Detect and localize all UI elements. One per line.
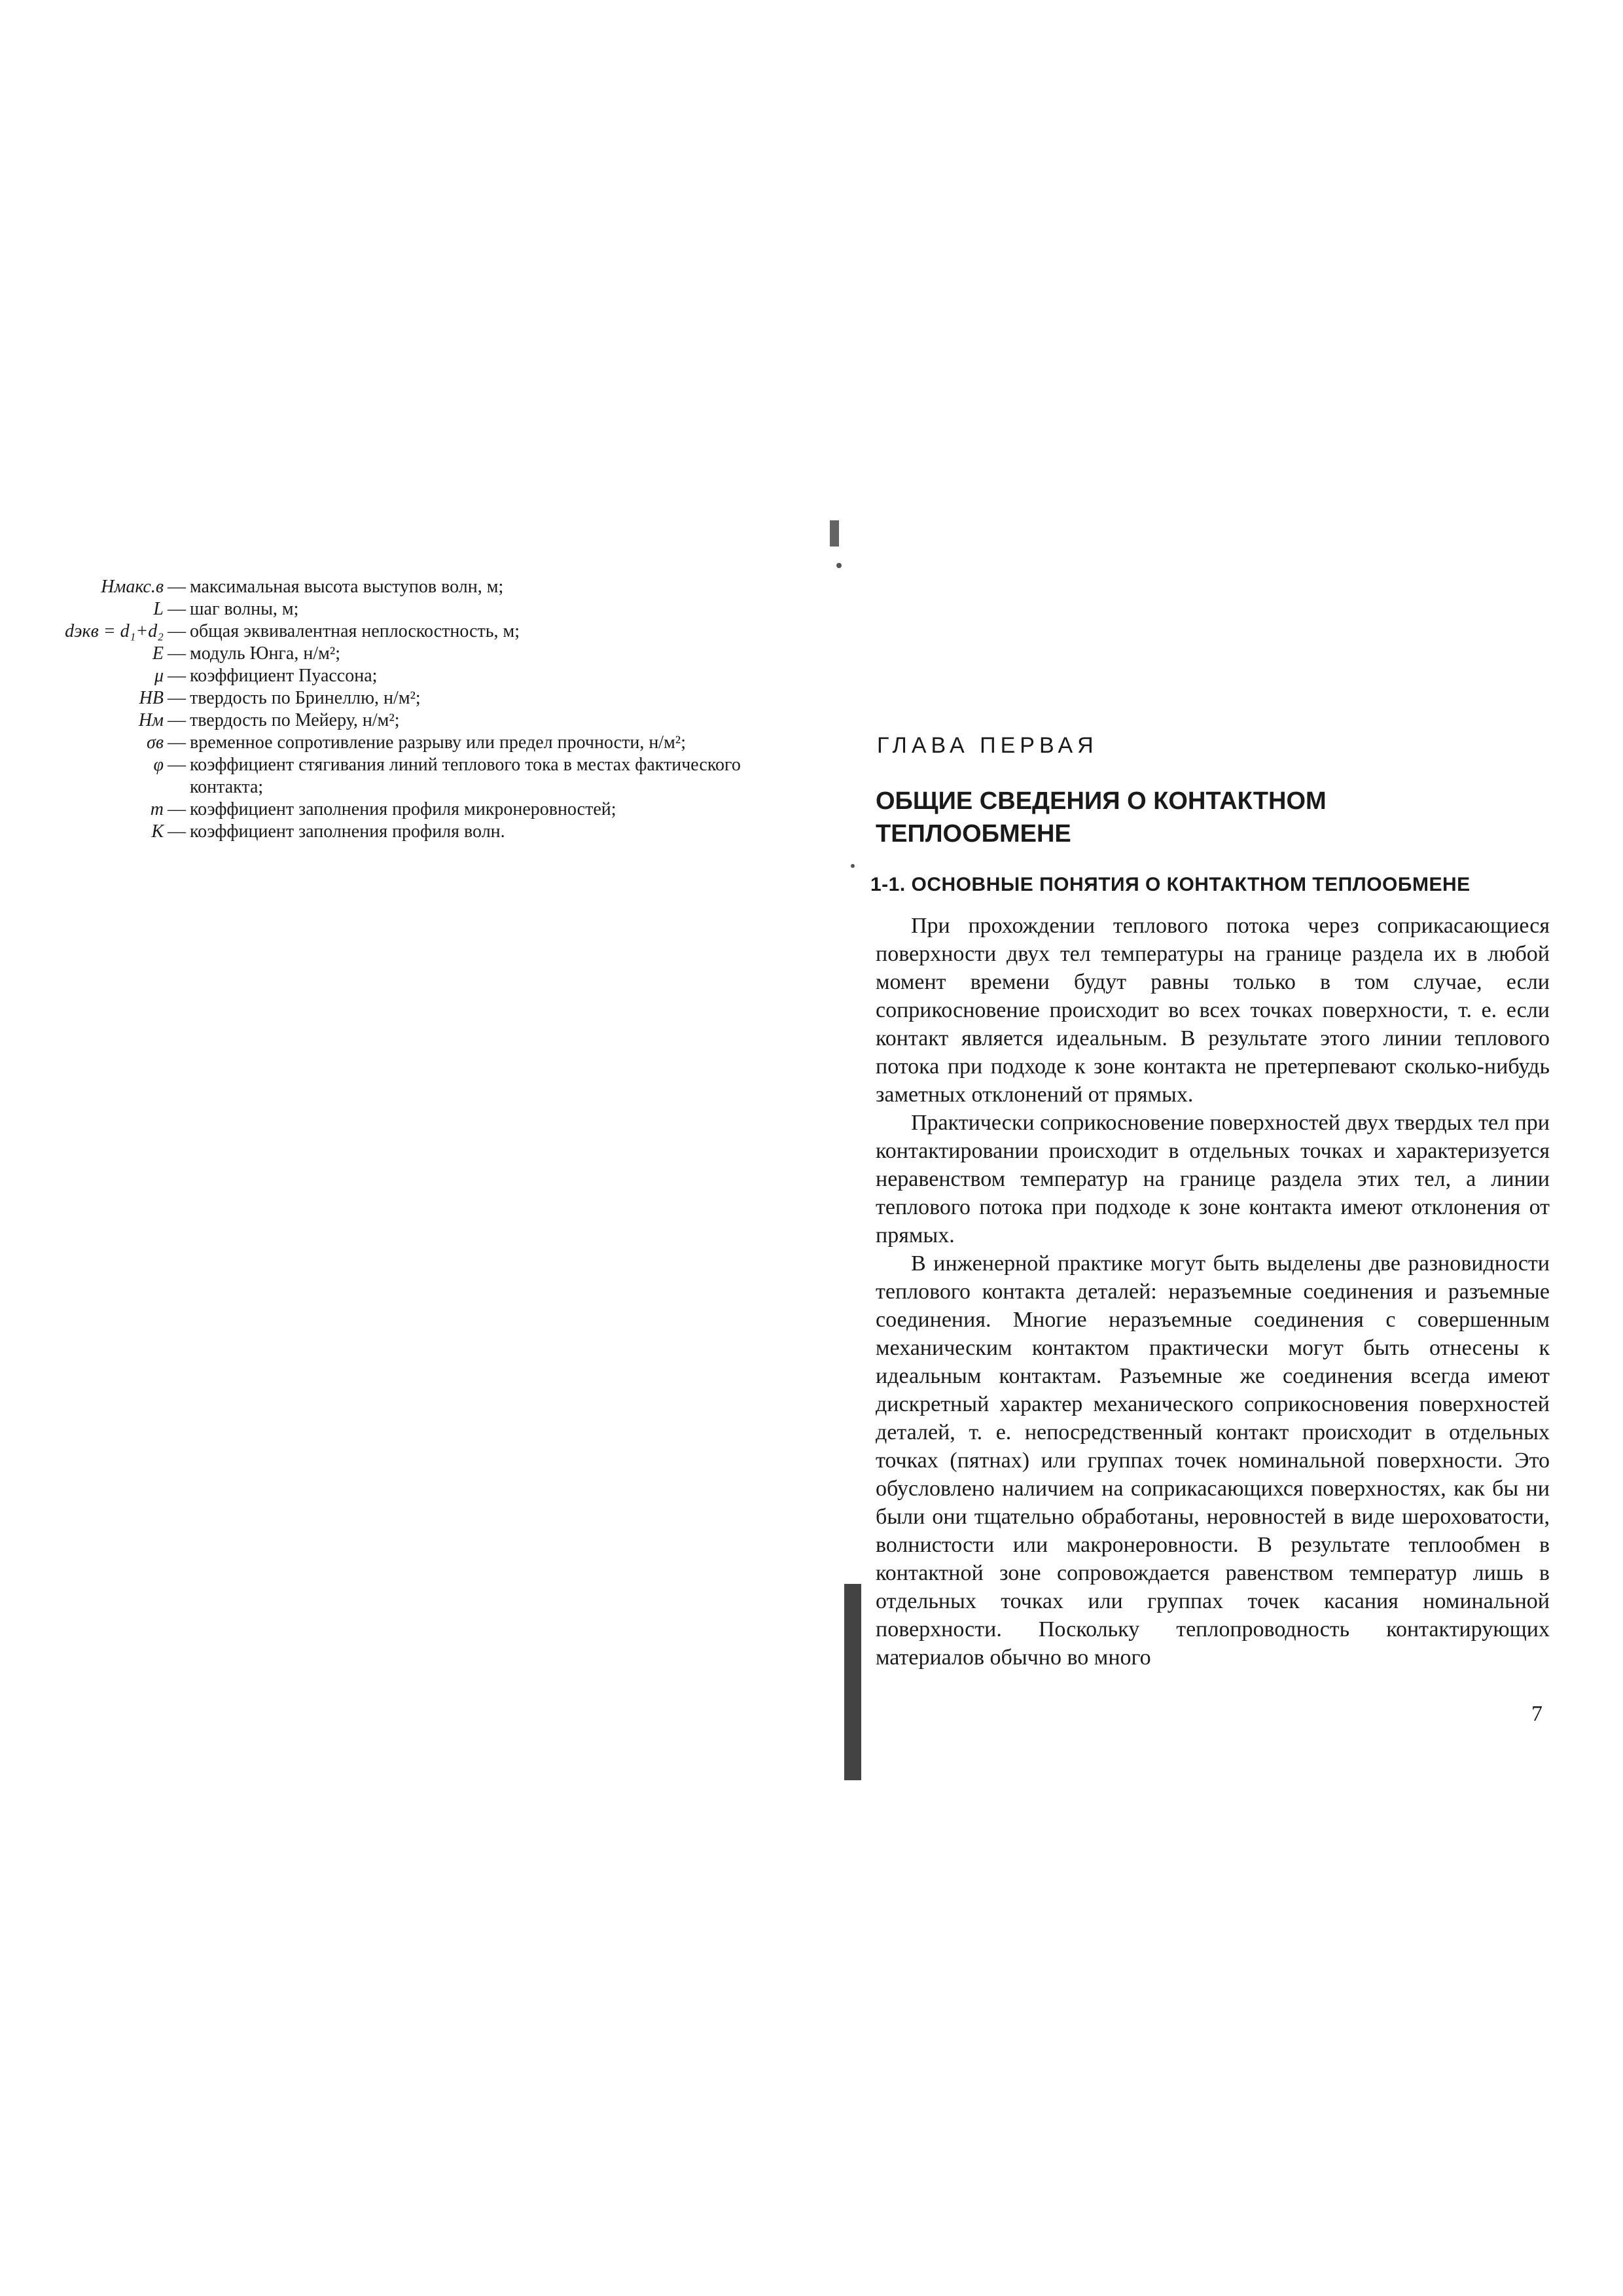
- notation-description: коэффициент заполнения профиля микронеровностей;: [190, 799, 616, 819]
- notation-item: φ — коэффициент стягивания линий теплового тока в местах фактического контакта;: [65, 754, 759, 798]
- notation-item: E — модуль Юнга, н/м²;: [65, 643, 759, 665]
- notation-item: K — коэффициент заполнения профиля волн.: [65, 821, 759, 843]
- scan-speck: [851, 864, 855, 868]
- notation-description: твердость по Бринеллю, н/м²;: [190, 688, 421, 708]
- notation-item: Hмакс.в — максимальная высота выступов волн, м;: [65, 576, 759, 598]
- chapter-page: [870, 733, 1551, 1672]
- chapter-title-line: ОБЩИЕ СВЕДЕНИЯ О КОНТАКТНОМ: [876, 787, 1327, 815]
- notation-symbol: L: [153, 599, 164, 619]
- page-number: 7: [1531, 1702, 1543, 1726]
- notation-description: шаг волны, м;: [190, 599, 299, 619]
- chapter-title-line: ТЕПЛООБМЕНЕ: [876, 820, 1071, 848]
- notation-symbol: Hмакс.в: [101, 577, 164, 597]
- notation-description: твердость по Мейеру, н/м²;: [190, 710, 400, 730]
- notation-description: максимальная высота выступов волн, м;: [190, 577, 504, 597]
- notation-description: коэффициент Пуассона;: [190, 666, 378, 686]
- notation-item: HB — твердость по Бринеллю, н/м²;: [65, 687, 759, 709]
- scan-speck: [836, 563, 842, 568]
- notation-symbol: σв: [147, 732, 164, 753]
- notation-symbol: E: [152, 643, 164, 664]
- notation-symbol: μ: [154, 666, 164, 686]
- notation-item: L — шаг волны, м;: [65, 598, 759, 620]
- body-paragraph: Практически соприкосновение поверхностей двух твердых тел при контактировании происходит в отдельных точках и характеризуется неравенством температур на границе раздела этих тел, а линии теплового потока при подходе к зоне контакта имеют отклонения от прямых.: [876, 1111, 1550, 1247]
- chapter-label: ГЛАВА ПЕРВАЯ: [877, 733, 1098, 758]
- binding-shadow: [830, 520, 839, 547]
- notation-description: модуль Юнга, н/м²;: [190, 643, 341, 664]
- notation-description: общая эквивалентная неплоскостность, м;: [190, 621, 520, 641]
- notation-item: m — коэффициент заполнения профиля микронеровностей;: [65, 798, 759, 821]
- chapter-title: [876, 785, 1551, 850]
- notation-description: временное сопротивление разрыву или предел прочности, н/м²;: [190, 732, 686, 753]
- section-heading: 1-1. ОСНОВНЫЕ ПОНЯТИЯ О КОНТАКТНОМ ТЕПЛООБМЕНЕ: [870, 874, 1471, 895]
- notation-symbol: HB: [139, 688, 164, 708]
- notation-symbol: K: [151, 821, 164, 842]
- notation-symbol: dэкв = d₁+d₂: [65, 621, 164, 641]
- notation-symbol: m: [150, 799, 164, 819]
- notation-description: коэффициент стягивания линий теплового тока в местах фактического контакта;: [190, 755, 741, 797]
- notation-item: μ — коэффициент Пуассона;: [65, 665, 759, 687]
- notation-item: dэкв = d₁+d₂ — общая эквивалентная неплоскостность, м;: [65, 620, 759, 643]
- notation-symbol: φ: [153, 755, 164, 775]
- body-paragraph: При прохождении теплового потока через соприкасающиеся поверхности двух тел температуры на границе раздела их в любой момент времени будут равны только в том случае, если соприкосновение происходит во всех точках поверхности, т. е. если контакт является идеальным. В результате этого линии теплового потока при подходе к зоне контакта не претерпевают сколько-нибудь заметных отклонений от прямых.: [876, 914, 1550, 1107]
- notation-list: [65, 576, 759, 843]
- binding-shadow: [844, 1584, 861, 1780]
- notation-item: σв — временное сопротивление разрыву или предел прочности, н/м²;: [65, 732, 759, 754]
- notation-symbol: Hм: [138, 710, 164, 730]
- body-paragraph: В инженерной практике могут быть выделены две разновидности теплового контакта деталей: неразъемные соединения и разъемные соединения. Многие неразъемные соединения с совершенным механическим контактом практически могут быть отнесены к идеальным контактам. Разъемные же соединения всегда имеют дискретный характер механического соприкосновения поверхностей деталей, т. е. непосредственный контакт происходит в отдельных точках (пятнах) или группах точек номинальной поверхности. Это обусловлено наличием на соприкасающихся поверхностях, как бы ни были они тщательно обработаны, неровностей в виде шероховатости, волнистости или макронеровности. В результате теплообмен в контактной зоне сопровождается равенством температур лишь в отдельных точках или группах точек касания номинальной поверхности. Поскольку теплопроводность контактирующих материалов обычно во много: [876, 1251, 1550, 1670]
- notation-item: Hм — твердость по Мейеру, н/м²;: [65, 709, 759, 732]
- notation-description: коэффициент заполнения профиля волн.: [190, 821, 505, 842]
